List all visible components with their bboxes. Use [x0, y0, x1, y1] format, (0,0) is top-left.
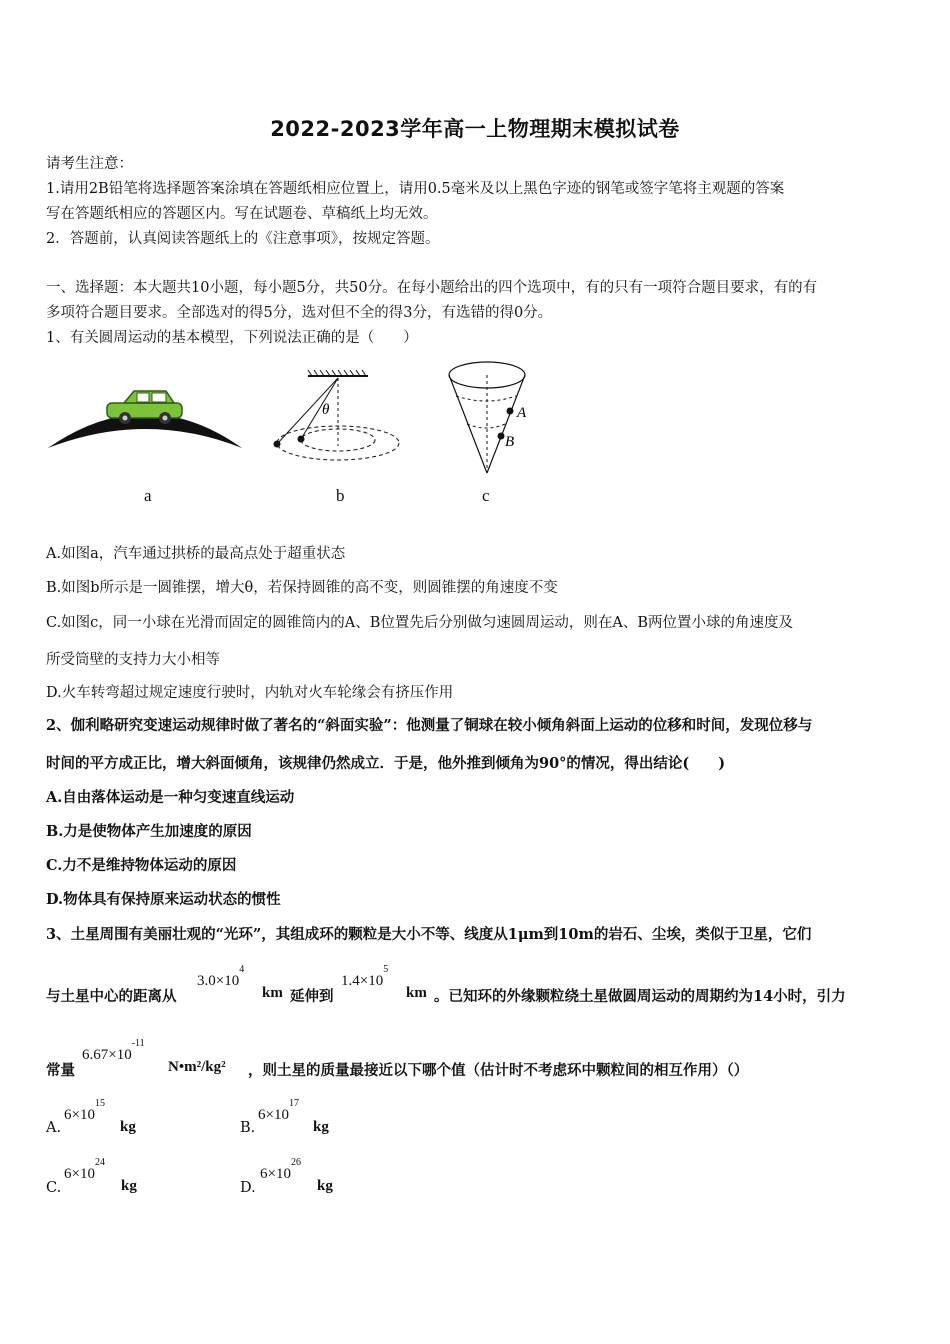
q3-stem-line2-post: 。已知环的外缘颗粒绕土星做圆周运动的周期约为14小时，引力 [434, 988, 846, 1005]
q3-option-d-letter: D. [240, 1180, 256, 1196]
q3-g-value: $6.67\times 10^{-11}$ [82, 1038, 145, 1063]
q3-stem-line1: 3、土星周围有美丽壮观的“光环”，其组成环的颗粒是大小不等、线度从1μm到10m的岩石、尘埃，类似于卫星，它们 [46, 926, 812, 943]
point-a-label: A [517, 405, 527, 421]
section-intro-2: 多项符合题目要求。全部选对的得5分，选对但不全的得3分，有选错的得0分。 [46, 305, 553, 321]
page-title: 2022-2023学年高一上物理期末模拟试卷 [270, 117, 680, 141]
q3-option-c-value: $6\times 10^{24}$ [64, 1157, 105, 1182]
q3-option-d-value: $6\times 10^{26}$ [260, 1157, 301, 1182]
q2-option-c: C.力不是维持物体运动的原因 [46, 857, 237, 874]
q1-option-d: D.火车转弯超过规定速度行驶时，内轨对火车轮缘会有挤压作用 [46, 685, 454, 701]
theta-symbol: θ [322, 402, 330, 418]
q3-option-a-unit: kg [120, 1119, 136, 1135]
q3-r1-value: $3.0\times 10^4$ [197, 964, 245, 989]
q1-option-b: B.如图b所示是一圆锥摆，增大θ，若保持圆锥的高不变，则圆锥摆的角速度不变 [46, 580, 558, 596]
q1-stem: 1、有关圆周运动的基本模型，下列说法正确的是（ ） [46, 330, 418, 346]
figure-a-label: a [144, 486, 152, 505]
section-intro-1: 一、选择题：本大题共10小题，每小题5分，共50分。在每小题给出的四个选项中，有的只有一项符合题目要求，有的有 [46, 280, 818, 296]
q3-stem-line2-pre: 与土星中心的距离从 [46, 988, 177, 1005]
q2-option-b: B.力是使物体产生加速度的原因 [46, 823, 252, 840]
q3-option-c-letter: C. [46, 1180, 62, 1196]
figure-b-label: b [336, 486, 345, 505]
q3-option-b-value: $6\times 10^{17}$ [258, 1098, 299, 1123]
q2-stem-line1: 2、伽利略研究变速运动规律时做了著名的“斜面实验”：他测量了铜球在较小倾角斜面上运动的位移和时间，发现位移与 [46, 717, 813, 734]
figure-c-label: c [482, 486, 490, 505]
q3-option-c-unit: kg [121, 1178, 137, 1194]
q3-option-a-letter: A. [46, 1120, 62, 1136]
notice-line-1b: 写在答题纸相应的答题区内。写在试题卷、草稿纸上均无效。 [46, 206, 438, 222]
q3-g-unit: N•m²/kg² [168, 1059, 226, 1075]
q2-option-a: A.自由落体运动是一种匀变速直线运动 [46, 789, 295, 806]
q3-stem-line3-pre: 常量 [46, 1062, 75, 1079]
q3-option-b-unit: kg [313, 1119, 329, 1135]
q3-r1-unit: km [262, 985, 283, 1001]
q1-option-a: A.如图a，汽车通过拱桥的最高点处于超重状态 [46, 546, 346, 562]
q3-option-d-unit: kg [317, 1178, 333, 1194]
q2-stem-line2: 时间的平方成正比，增大斜面倾角，该规律仍然成立．于是，他外推到倾角为90°的情况，得出结论( ) [46, 755, 726, 772]
q3-r2-value: $1.4\times 10^5$ [341, 964, 389, 989]
q3-option-a-value: $6\times 10^{15}$ [64, 1098, 105, 1123]
q3-stem-line2-mid: 延伸到 [290, 988, 334, 1005]
q3-r2-unit: km [406, 985, 427, 1001]
figure-c-cone [442, 358, 542, 476]
figure-b-conical-pendulum [268, 368, 408, 473]
notice-line-2: 2．答题前，认真阅读答题纸上的《注意事项》，按规定答题。 [46, 231, 440, 247]
notice-heading: 请考生注意： [46, 156, 133, 172]
q3-option-b-letter: B. [240, 1120, 256, 1136]
q1-option-c-line1: C.如图c，同一小球在光滑而固定的圆锥筒内的A、B位置先后分别做匀速圆周运动，则在A、B两位置小球的角速度及 [46, 615, 794, 631]
q2-option-d: D.物体具有保持原来运动状态的惯性 [46, 891, 281, 908]
notice-line-1a: 1.请用2B铅笔将选择题答案涂填在答题纸相应位置上，请用0.5毫米及以上黑色字迹的钢笔或签字笔将主观题的答案 [46, 181, 785, 197]
point-b-label: B [505, 434, 515, 450]
q1-option-c-line2: 所受筒壁的支持力大小相等 [46, 652, 220, 668]
q3-stem-line3-post: ，则土星的质量最接近以下哪个值（估计时不考虑环中颗粒间的相互作用）（） [248, 1062, 749, 1079]
figure-a-car-bridge [44, 380, 249, 455]
